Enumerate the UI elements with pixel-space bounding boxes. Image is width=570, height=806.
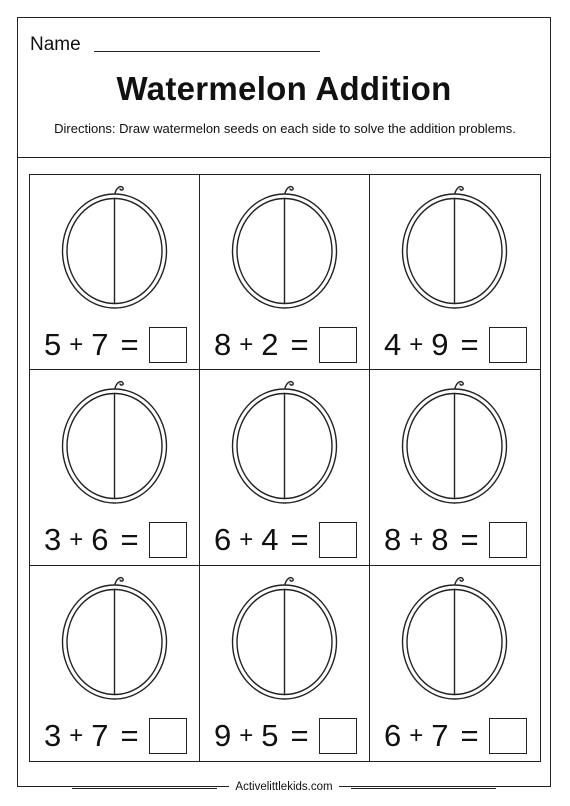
equals-sign: = <box>290 717 309 753</box>
plus-sign: + <box>69 721 84 749</box>
problem-cell <box>30 370 200 565</box>
answer-box[interactable] <box>319 718 357 754</box>
addend-a: 5 <box>44 327 62 362</box>
watermelon-icon <box>227 374 342 506</box>
footer-site: Activelittlekids.com <box>229 781 338 793</box>
addend-a: 3 <box>44 717 62 753</box>
addend-b: 6 <box>91 522 109 558</box>
addition-equation <box>44 716 187 756</box>
plus-sign: + <box>69 331 84 358</box>
answer-box[interactable] <box>489 522 527 558</box>
answer-box[interactable] <box>149 522 187 558</box>
equals-sign: = <box>120 717 139 753</box>
footer <box>17 781 551 795</box>
problem-cell <box>30 566 200 761</box>
plus-sign: + <box>409 331 424 358</box>
answer-box[interactable] <box>149 718 187 754</box>
addition-equation <box>44 520 187 560</box>
watermelon-icon <box>227 570 342 702</box>
watermelon-icon <box>227 179 342 311</box>
addition-equation <box>214 520 357 560</box>
watermelon-icon <box>57 570 172 702</box>
addend-b: 7 <box>91 717 109 753</box>
plus-sign: + <box>409 721 424 749</box>
directions-text: Directions: Draw watermelon seeds on each side to solve the addition problems. <box>54 121 516 136</box>
plus-sign: + <box>69 526 84 554</box>
page-title: Watermelon Addition <box>116 70 452 107</box>
answer-box[interactable] <box>149 327 187 363</box>
plus-sign: + <box>239 331 254 358</box>
answer-box[interactable] <box>489 327 527 363</box>
answer-box[interactable] <box>319 327 357 363</box>
problem-cell <box>370 370 540 565</box>
watermelon-icon <box>397 179 512 311</box>
addend-b: 7 <box>91 327 109 362</box>
addition-equation <box>214 325 357 365</box>
problem-cell <box>200 175 370 370</box>
addend-a: 9 <box>214 717 232 753</box>
addition-equation <box>384 520 527 560</box>
answer-box[interactable] <box>489 718 527 754</box>
problem-cell <box>200 566 370 761</box>
equals-sign: = <box>120 522 139 558</box>
addition-equation <box>214 716 357 756</box>
watermelon-icon <box>397 570 512 702</box>
addend-a: 3 <box>44 522 62 558</box>
addend-a: 8 <box>214 327 232 362</box>
addition-equation <box>384 325 527 365</box>
equals-sign: = <box>460 327 479 362</box>
equals-sign: = <box>120 327 139 362</box>
name-row <box>30 32 330 58</box>
name-label: Name <box>30 34 81 55</box>
problem-grid <box>29 174 541 762</box>
plus-sign: + <box>239 721 254 749</box>
header-divider <box>17 157 551 158</box>
addend-b: 9 <box>431 327 449 362</box>
watermelon-icon <box>57 374 172 506</box>
equals-sign: = <box>290 522 309 558</box>
problem-cell <box>370 175 540 370</box>
addend-a: 6 <box>214 522 232 558</box>
addend-b: 4 <box>261 522 279 558</box>
equals-sign: = <box>460 717 479 753</box>
name-blank-line[interactable] <box>94 51 320 52</box>
problem-cell <box>200 370 370 565</box>
equals-sign: = <box>290 327 309 362</box>
addend-a: 8 <box>384 522 402 558</box>
plus-sign: + <box>409 526 424 554</box>
problem-cell <box>370 566 540 761</box>
addend-a: 6 <box>384 717 402 753</box>
problem-cell <box>30 175 200 370</box>
addend-b: 7 <box>431 717 449 753</box>
addend-b: 2 <box>261 327 279 362</box>
watermelon-icon <box>57 179 172 311</box>
addend-b: 8 <box>431 522 449 558</box>
plus-sign: + <box>239 526 254 554</box>
addition-equation <box>44 325 187 365</box>
equals-sign: = <box>460 522 479 558</box>
addition-equation <box>384 716 527 756</box>
addend-b: 5 <box>261 717 279 753</box>
answer-box[interactable] <box>319 522 357 558</box>
watermelon-icon <box>397 374 512 506</box>
addend-a: 4 <box>384 327 402 362</box>
